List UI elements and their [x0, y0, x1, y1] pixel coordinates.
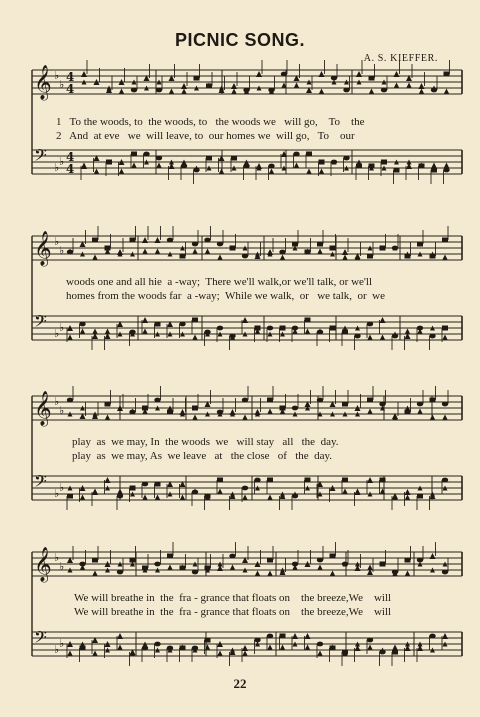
note-head: [319, 89, 324, 94]
flat-sign: ♭: [54, 161, 60, 174]
bass-clef: 𝄢: [34, 145, 47, 169]
note-head: [205, 638, 211, 643]
note-head: [155, 495, 160, 500]
note-head: [155, 482, 161, 487]
lyric-line: 1 To the woods, to the woods, to the woods we will go, To the: [56, 116, 365, 128]
page-number: 22: [233, 676, 247, 691]
note-head: [217, 242, 223, 247]
note-head: [242, 645, 248, 651]
note-head: [268, 164, 274, 169]
note-head: [142, 317, 148, 323]
note-head: [94, 169, 99, 174]
note-head: [405, 558, 411, 563]
note-head: [444, 163, 449, 168]
note-head: [92, 238, 98, 243]
note-head: [243, 415, 248, 420]
note-head: [154, 562, 160, 567]
note-head: [319, 71, 325, 77]
note-head: [180, 495, 185, 500]
note-head: [232, 89, 237, 94]
flat-sign: ♭: [59, 78, 65, 91]
note-head: [169, 89, 174, 94]
note-head: [367, 322, 373, 327]
note-head: [180, 254, 186, 259]
note-head: [229, 554, 235, 559]
note-head: [317, 642, 323, 647]
note-head: [231, 83, 237, 89]
note-head: [430, 553, 436, 559]
note-head: [181, 83, 187, 89]
note-head: [193, 249, 198, 254]
note-head: [217, 478, 223, 483]
note-head: [380, 478, 386, 483]
note-head: [269, 169, 274, 174]
note-head: [155, 322, 161, 327]
flat-sign: ♭: [54, 327, 60, 340]
time-signature: 4: [66, 162, 75, 176]
note-head: [192, 318, 198, 323]
note-head: [430, 398, 436, 403]
note-head: [118, 489, 123, 494]
note-head: [317, 558, 323, 563]
note-head: [143, 329, 148, 334]
note-head: [381, 88, 387, 93]
note-head: [254, 478, 260, 483]
note-head: [193, 415, 198, 420]
note-head: [142, 237, 148, 243]
note-head: [444, 89, 449, 94]
note-head: [280, 634, 286, 639]
note-head: [319, 160, 325, 165]
note-head: [93, 489, 98, 494]
note-head: [93, 255, 98, 260]
treble-clef: 𝄞: [34, 391, 52, 426]
note-head: [405, 329, 410, 334]
bass-clef: 𝄢: [34, 471, 47, 495]
note-head: [105, 402, 111, 407]
note-head: [167, 554, 173, 559]
note-head: [242, 254, 248, 259]
note-head: [192, 406, 198, 411]
lyric-line: We will breathe in the fra - grance that floats on the breeze,We will: [74, 606, 392, 618]
note-head: [394, 83, 399, 88]
flat-sign: ♭: [59, 155, 65, 168]
note-head: [168, 565, 173, 570]
time-signature: 4: [66, 70, 75, 84]
note-head: [280, 255, 285, 260]
note-head: [367, 398, 373, 403]
note-head: [293, 152, 299, 157]
note-head: [407, 83, 412, 88]
note-head: [192, 570, 198, 575]
lyric-line: play as we may, As we leave at the close of the day.: [72, 450, 333, 462]
bass-clef: 𝄢: [34, 627, 47, 651]
note-head: [93, 651, 98, 656]
note-head: [417, 402, 423, 407]
note-head: [268, 645, 273, 650]
note-head: [317, 398, 323, 403]
note-head: [443, 255, 448, 260]
note-head: [268, 571, 273, 576]
note-head: [243, 651, 248, 656]
note-head: [230, 565, 235, 570]
note-head: [355, 489, 360, 494]
flat-sign: ♭: [54, 235, 60, 248]
note-head: [117, 633, 123, 639]
note-head: [380, 335, 385, 340]
note-head: [343, 255, 348, 260]
note-head: [442, 238, 448, 243]
time-signature: 4: [66, 82, 75, 96]
note-head: [442, 478, 448, 483]
note-head: [306, 152, 312, 157]
note-head: [81, 71, 87, 77]
note-head: [80, 329, 85, 334]
note-head: [394, 168, 400, 173]
note-head: [318, 651, 323, 656]
note-head: [68, 651, 73, 656]
note-head: [429, 634, 435, 639]
note-head: [131, 152, 137, 157]
note-head: [319, 169, 324, 174]
note-head: [67, 398, 73, 403]
note-head: [117, 570, 123, 575]
note-head: [255, 571, 260, 576]
flat-sign: ♭: [59, 404, 65, 417]
note-head: [68, 335, 73, 340]
note-head: [157, 163, 162, 168]
note-head: [119, 89, 124, 94]
note-head: [93, 329, 98, 334]
note-head: [307, 169, 312, 174]
note-head: [118, 645, 123, 650]
note-head: [242, 317, 248, 323]
flat-sign: ♭: [59, 244, 65, 257]
note-head: [242, 398, 248, 403]
note-head: [231, 156, 237, 161]
treble-clef: 𝄞: [34, 547, 52, 582]
note-head: [356, 71, 362, 77]
note-head: [179, 322, 185, 327]
lyric-line: 2 And at eve we will leave, to our homes we will go, To our: [56, 130, 355, 142]
note-head: [243, 495, 248, 500]
note-head: [429, 334, 435, 339]
lyric-line: woods one and all hie a -way; There we'll walk,or we'll talk, or we'll: [66, 276, 373, 288]
note-head: [143, 152, 149, 157]
note-head: [442, 402, 448, 407]
flat-sign: ♭: [54, 69, 60, 82]
note-head: [318, 565, 323, 570]
note-head: [267, 558, 273, 563]
note-head: [330, 246, 336, 251]
note-head: [342, 249, 348, 255]
note-head: [280, 645, 285, 650]
note-head: [182, 89, 187, 94]
note-head: [369, 76, 375, 81]
note-head: [430, 415, 435, 420]
note-head: [443, 335, 448, 340]
note-head: [294, 163, 299, 168]
note-head: [92, 558, 98, 563]
note-head: [132, 163, 137, 168]
bass-clef: 𝄢: [34, 311, 47, 335]
note-head: [267, 398, 273, 403]
note-head: [267, 634, 273, 639]
note-head: [105, 477, 111, 483]
note-head: [206, 156, 212, 161]
note-head: [267, 478, 273, 483]
note-head: [317, 242, 323, 247]
note-head: [330, 554, 336, 559]
note-head: [294, 83, 299, 88]
note-head: [343, 489, 348, 494]
note-head: [193, 335, 198, 340]
flat-sign: ♭: [59, 637, 65, 650]
note-head: [130, 486, 136, 491]
note-head: [256, 71, 262, 77]
note-head: [394, 71, 400, 77]
note-head: [280, 326, 286, 331]
note-head: [343, 156, 349, 161]
note-head: [419, 89, 424, 94]
note-head: [79, 322, 85, 327]
note-head: [218, 489, 223, 494]
time-signature: 4: [66, 150, 75, 164]
flat-sign: ♭: [54, 551, 60, 564]
note-head: [130, 238, 136, 243]
note-head: [218, 255, 223, 260]
note-head: [417, 242, 423, 247]
note-head: [204, 238, 210, 243]
note-head: [342, 478, 348, 483]
note-head: [368, 565, 373, 570]
note-head: [354, 334, 360, 339]
note-head: [143, 249, 148, 254]
note-head: [268, 409, 273, 414]
note-head: [119, 169, 124, 174]
note-head: [431, 168, 437, 173]
note-head: [381, 160, 387, 165]
flat-sign: ♭: [54, 487, 60, 500]
note-head: [93, 571, 98, 576]
note-head: [442, 570, 448, 575]
treble-clef: 𝄞: [34, 231, 52, 266]
note-head: [67, 494, 73, 499]
note-head: [444, 72, 450, 77]
note-head: [194, 76, 200, 81]
flat-sign: ♭: [54, 395, 60, 408]
note-head: [330, 571, 335, 576]
note-head: [443, 415, 448, 420]
note-head: [367, 638, 373, 643]
note-head: [405, 495, 410, 500]
flat-sign: ♭: [54, 643, 60, 656]
note-head: [279, 250, 285, 255]
song-title: PICNIC SONG.: [174, 30, 305, 50]
note-head: [192, 242, 198, 247]
note-head: [155, 249, 160, 254]
note-head: [156, 88, 162, 93]
note-head: [305, 329, 310, 334]
note-head: [442, 326, 448, 331]
note-head: [380, 317, 386, 323]
note-head: [305, 645, 310, 650]
note-head: [131, 88, 137, 93]
note-head: [143, 495, 148, 500]
note-head: [368, 645, 373, 650]
composer-credit: A. S. KIEFFER.: [363, 53, 438, 64]
note-head: [205, 249, 210, 254]
note-head: [443, 168, 449, 173]
note-head: [156, 156, 162, 161]
note-head: [105, 329, 110, 334]
note-head: [432, 163, 437, 168]
note-head: [342, 402, 348, 407]
note-head: [154, 398, 160, 403]
note-head: [417, 494, 423, 499]
note-head: [343, 88, 349, 93]
note-head: [367, 477, 373, 483]
note-head: [418, 409, 423, 414]
note-head: [105, 415, 110, 420]
note-head: [393, 645, 398, 650]
note-head: [80, 495, 85, 500]
note-head: [117, 494, 123, 499]
note-head: [82, 163, 87, 168]
note-head: [154, 642, 160, 647]
note-head: [218, 651, 223, 656]
note-head: [292, 633, 298, 639]
note-head: [142, 482, 148, 487]
note-head: [167, 238, 173, 243]
flat-sign: ♭: [59, 560, 65, 573]
note-head: [318, 249, 323, 254]
note-head: [281, 72, 287, 77]
note-head: [268, 495, 273, 500]
note-head: [442, 633, 448, 639]
note-head: [305, 633, 311, 639]
note-head: [368, 409, 373, 414]
note-head: [405, 571, 410, 576]
note-head: [292, 406, 298, 411]
note-head: [305, 478, 311, 483]
note-head: [267, 326, 273, 331]
lyric-line: We will breathe in the fra - grance that floats on the breeze,We will: [74, 592, 392, 604]
note-head: [155, 237, 161, 243]
note-head: [217, 326, 223, 331]
flat-sign: ♭: [59, 321, 65, 334]
note-head: [368, 335, 373, 340]
note-head: [242, 486, 248, 491]
note-head: [305, 318, 311, 323]
treble-clef: 𝄞: [34, 65, 52, 100]
lyric-line: play as we may, In the woods we will stay all the day.: [72, 436, 339, 448]
lyric-line: homes from the woods far a -way; While we walk, or we talk, or we: [66, 290, 386, 302]
flat-sign: ♭: [59, 481, 65, 494]
note-head: [405, 489, 411, 495]
note-head: [392, 650, 398, 655]
note-head: [367, 254, 373, 259]
note-head: [419, 83, 425, 89]
note-head: [369, 89, 374, 94]
note-head: [219, 169, 224, 174]
